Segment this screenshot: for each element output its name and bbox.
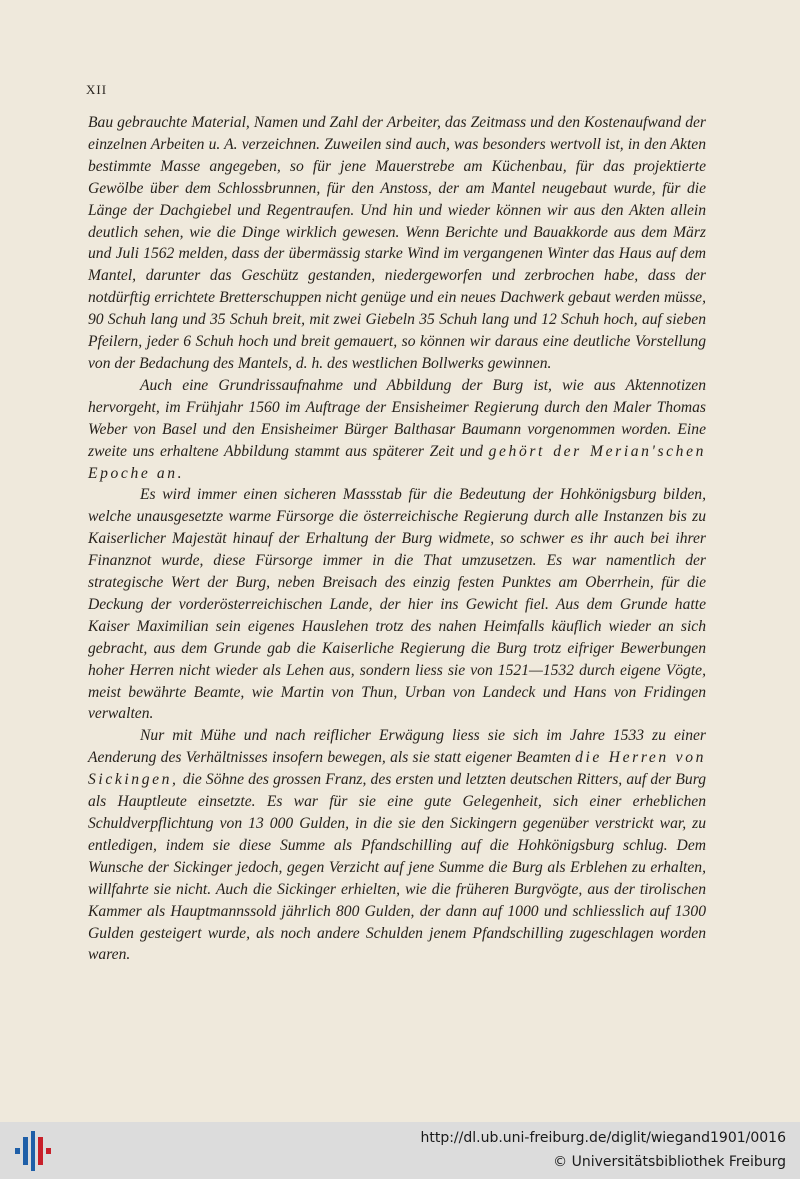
paragraph-2-text: Auch eine Grundrissaufnahme und Abbildung der Burg ist, wie aus Aktennotizen hervorgeht, im Frühjahr 1560 im Auftrage der Ensisheimer Regierung durch den Maler Thomas Weber von Basel und den Ensisheimer Bürger Balthasar Baumann vorgenommen worden. Eine zweite uns erhaltene Abbildung stammt aus späterer Zeit und: [88, 376, 706, 460]
paragraph-4-text-after: die Söhne des grossen Franz, des ersten und letzten deutschen Ritters, auf der Burg als Hauptleute einsetzte. Es war für sie eine gute Gelegenheit, sich einer erheblichen Schuldverpflichtung von 13 000 Gulden, in die sie den Sickingern gegenüber verstrickt war, zu entledigen, indem sie diese Summe als Pfandschilling auf die Hohkönigsburg schlug. Dem Wunsche der Sickinger jedoch, gegen Verzicht auf jene Summe die Burg als Erblehen zu erhalten, willfahrte sie nicht. Auch die Sickinger erhielten, wie die früheren Burgvögte, aus der tirolischen Kammer als Hauptmannssold jährlich 800 Gulden, der dann auf 1000 und schliesslich auf 1300 Gulden gesteigert wurde, als noch andere Schulden jenem Pfandschilling zugeschlagen worden waren.: [88, 771, 706, 964]
paragraph-4: [88, 725, 706, 966]
footer-copyright: © Universitätsbibliothek Freiburg: [553, 1154, 786, 1170]
paragraph-1-text: Bau gebrauchte Material, Namen und Zahl der Arbeiter, das Zeitmass und den Kostenaufwand der einzelnen Arbeiten u. A. verzeichnen. Zuweilen sind auch, was besonders wertvoll ist, in den Akten bestimmte Masse angegeben, so für jene Mauerstrebe am Küchenbau, für das projektierte Gewölbe über dem Schlossbrunnen, für den Anstoss, der am Mantel neugebaut wurde, für die Länge der Dachgiebel und Regentraufen. Und hin und wieder können wir aus den Akten allein deutlich sehen, wie die Dinge wirklich gewesen. Wenn Berichte und Bauakkorde aus dem März und Juli 1562 melden, dass der übermässig starke Wind im vergangenen Winter das Haus auf dem Mantel, darunter das Geschütz gestanden, niedergeworfen und zerbrochen habe, dass der notdürftig errichtete Bretterschuppen nicht genüge und ein neues Dachwerk gebaut werden müsse, 90 Schuh lang und 35 Schuh breit, mit zwei Giebeln 35 Schuh lang und 12 Schuh hoch, auf sieben Pfeilern, jeder 6 Schuh hoch und breit gemauert, so können wir daraus eine deutliche Vorstellung von der Bedachung des Mantels, d. h. des westlichen Bollwerks gewinnen.: [88, 114, 706, 372]
paragraph-2-spaced-text: gehört der Merian'schen Epoche an.: [88, 442, 707, 482]
paragraph-1: [88, 112, 706, 375]
body-text: [88, 112, 706, 966]
paragraph-4-spaced-text: die Herren von Sickingen,: [88, 749, 706, 789]
ub-freiburg-logo-icon: [12, 1131, 52, 1171]
footer-bar: [0, 1122, 800, 1179]
paragraph-4-text: Nur mit Mühe und nach reiflicher Erwägung liess sie sich im Jahre 1533 zu einer Aenderung des Verhältnisses insofern bewegen, als sie statt eigener Beamten: [88, 727, 706, 767]
paragraph-3: [88, 484, 706, 725]
page-number: XII: [86, 82, 108, 97]
paragraph-3-text: Es wird immer einen sicheren Massstab für die Bedeutung der Hohkönigsburg bilden, welche unausgesetzte warme Fürsorge die österreichische Regierung durch alle Instanzen bis zu Kaiserlicher Majestät hinauf der Erhaltung der Burg widmete, so schwer es ihr auch bei ihrer Finanznot wurde, diese Fürsorge immer in die That umzusetzen. Es war namentlich der strategische Wert der Burg, neben Breisach des einzig festen Punktes am Oberrhein, für die Deckung der vorderösterreichischen Lande, der hier ins Gewicht fiel. Aus dem Grunde hatte Kaiser Maximilian sein eigenes Hauslehen trotz des nahen Heimfalls käuflich wieder an sich gebracht, aus dem Grunde gab die Kaiserliche Regierung die Burg trotz eifriger Bewerbungen hoher Herren nicht wieder als Lehen aus, sondern liess sie von 1521—1532 durch eigene Vögte, meist bewährte Beamte, wie Martin von Thun, Urban von Landeck und Hans von Fridingen verwalten.: [88, 486, 706, 723]
footer-url-link[interactable]: http://dl.ub.uni-freiburg.de/diglit/wiegand1901/0016: [420, 1130, 786, 1146]
paragraph-2: [88, 375, 706, 485]
